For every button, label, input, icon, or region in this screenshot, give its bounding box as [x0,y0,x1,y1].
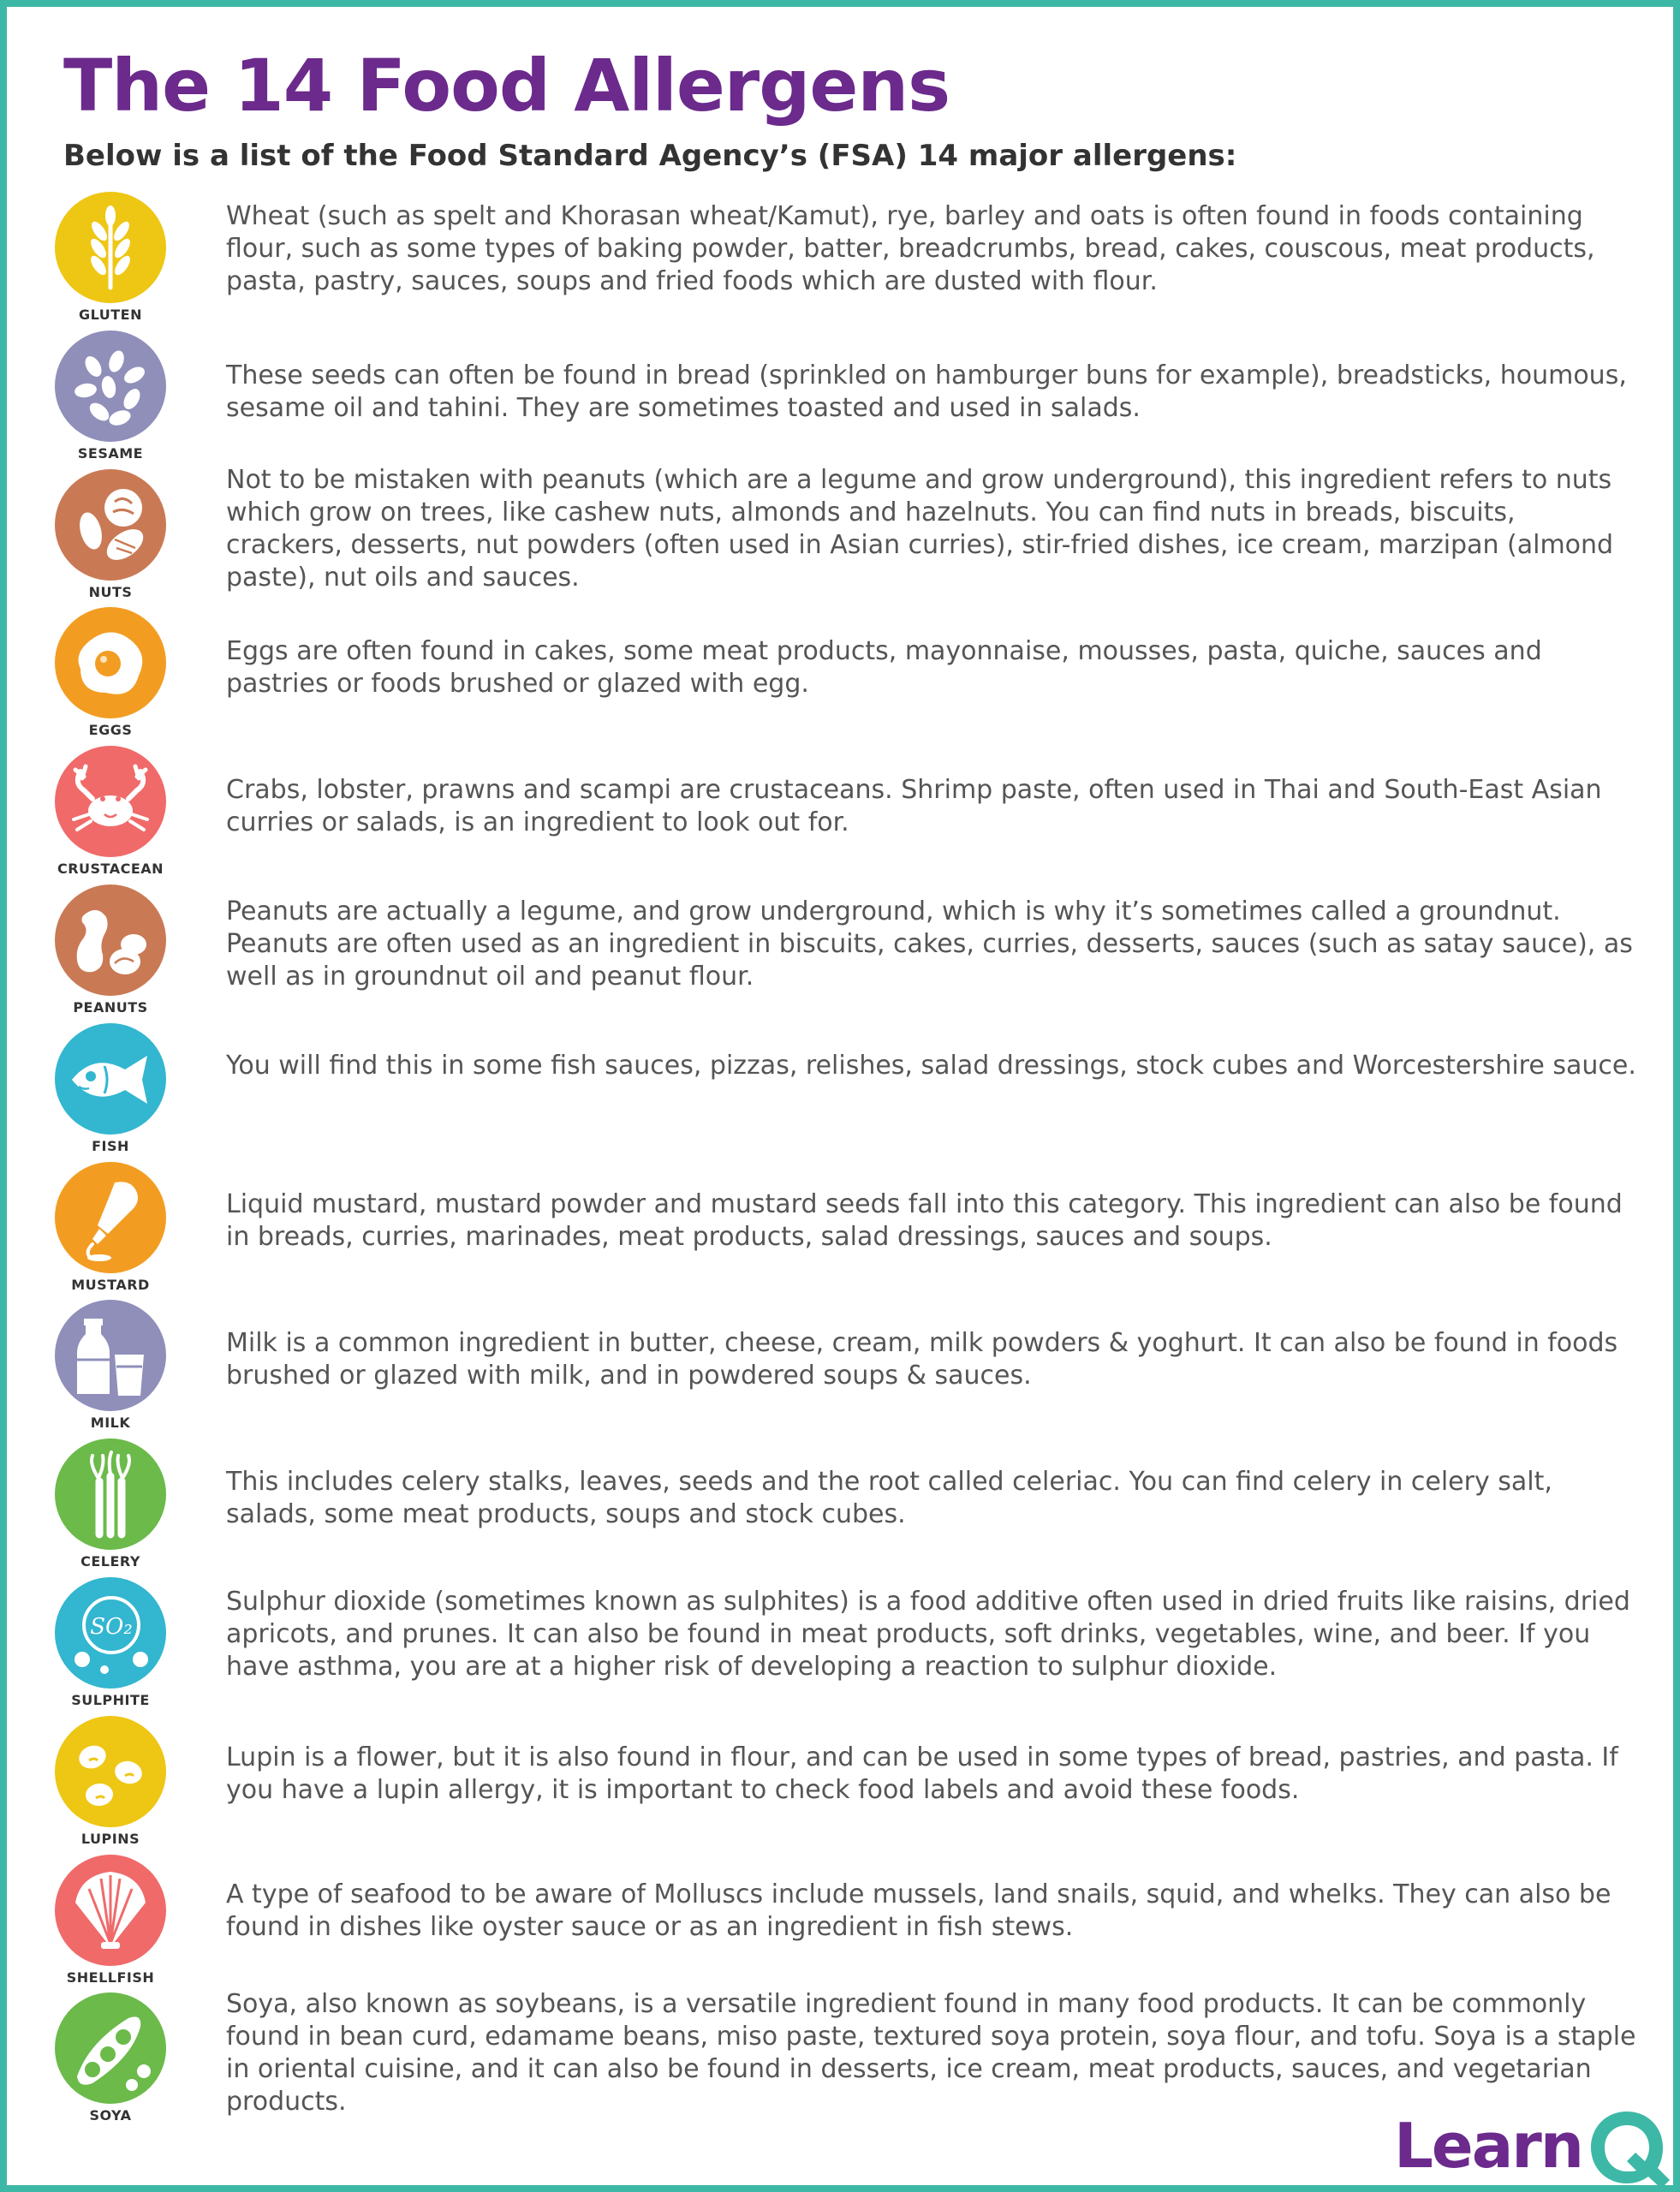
allergen-shellfish-icon-block [46,1855,175,1992]
logo-wordmark: Learn [1394,2110,1583,2182]
allergen-label: PEANUTS [73,999,148,1016]
allergen-label: LUPINS [80,1831,140,1847]
nuts-icon [55,469,166,581]
allergen-description: Soya, also known as soybeans, is a versatile ingredient found in many food products. It can be commonly found in bean curd, edamame beans, miso paste, textured soya protein, soya flour, and tofu. Soya is a staple in oriental cuisine, and it can also be found in desserts, ice cream, meat products, sauces, and vegetarian products. [226,1989,1636,2117]
allergen-description: These seeds can often be found in bread (sprinkled on hamburger buns for example), breadsticks, houmous, sesame oil and tahini. They are sometimes toasted and used in salads. [226,360,1627,423]
allergen-description: A type of seafood to be aware of Molluscs include mussels, land snails, squid, and whelks. They can also be found in dishes like oyster sauce or as an ingredient in fish stews. [226,1879,1611,1942]
logo-q-icon [1584,2105,1670,2190]
allergen-crustacean-icon-block [46,746,175,883]
shell-icon [55,1855,166,1966]
allergen-soya-icon-block [46,1992,175,2129]
milk-bottle-icon [55,1300,166,1411]
lupin-beans-icon [55,1716,166,1827]
allergen-peanuts-icon-block [46,885,175,1022]
allergen-label: MUSTARD [71,1277,150,1293]
allergen-description: Not to be mistaken with peanuts (which are a legume and grow underground), this ingredient refers to nuts which grow on trees, like cashew nuts, almonds and hazelnuts. You can find nuts in breads, biscuits, crackers, desserts, nut powders (often used in Asian curries), stir-fried dishes, ice cream, marzipan (almond paste), nut oils and sauces. [226,465,1614,593]
allergen-description: Wheat (such as spelt and Khorasan wheat/Kamut), rye, barley and oats is often found in foods containing flour, such as some types of baking powder, batter, breadcrumbs, bread, cakes, couscous, meat products, pasta, pastry, sauces, soups and fried foods which are dusted with flour. [226,201,1595,296]
allergen-label: SULPHITE [71,1692,150,1708]
allergen-label: GLUTEN [79,307,142,323]
allergen-description: Crabs, lobster, prawns and scampi are crustaceans. Shrimp paste, often used in Thai and South-East Asian curries or salads, is an ingredient to look out for. [226,775,1602,837]
fried-egg-icon [55,607,166,718]
allergen-label: SESAME [77,445,144,462]
svg-text:SO₂: SO₂ [90,1614,133,1640]
allergen-label: MILK [90,1415,131,1431]
page-title: The 14 Food Allergens [63,44,950,128]
mustard-bottle-icon [55,1162,166,1273]
peanut-icon [55,885,166,996]
allergen-description: This includes celery stalks, leaves, seeds and the root called celeriac. You can find celery in celery salt, salads, some meat products, soups and stock cubes. [226,1467,1552,1529]
allergen-description: Eggs are often found in cakes, some meat products, mayonnaise, mousses, pasta, quiche, sauces and pastries or foods brushed or glazed with egg. [226,636,1542,699]
allergen-label: CELERY [80,1553,140,1570]
wheat-icon [55,192,166,303]
celery-icon [55,1438,166,1550]
allergen-label: FISH [92,1138,129,1154]
learnq-logo [1394,2105,1668,2190]
allergen-eggs-icon-block [46,607,175,744]
allergen-label: SOYA [89,2107,132,2124]
allergen-label: CRUSTACEAN [57,861,164,877]
allergen-label: NUTS [88,584,133,600]
allergen-celery-icon-block [46,1438,175,1576]
allergen-milk-icon-block [46,1300,175,1437]
allergen-label: SHELLFISH [66,1969,155,1986]
allergen-fish-icon-block [46,1023,175,1160]
allergen-nuts-icon-block [46,469,175,606]
so2-bubble-icon [55,1577,166,1689]
crab-icon [55,746,166,857]
allergen-mustard-icon-block [46,1162,175,1299]
allergen-sesame-icon-block [46,331,175,468]
allergen-description: Peanuts are actually a legume, and grow underground, which is why it’s sometimes called a groundnut. Peanuts are often used as an ingredient in biscuits, cakes, curries, desserts, sauces (such as satay sauce), as well as in groundnut oil and peanut flour. [226,896,1633,992]
allergen-description: Liquid mustard, mustard powder and mustard seeds fall into this category. This ingredient can also be found in breads, curries, marinades, meat products, salad dressings, sauces and soups. [226,1189,1623,1252]
allergen-description: Milk is a common ingredient in butter, cheese, cream, milk powders & yoghurt. It can also be found in foods brushed or glazed with milk, and in powdered soups & sauces. [226,1328,1618,1391]
allergen-description: You will find this in some fish sauces, pizzas, relishes, salad dressings, stock cubes and Worcestershire sauce. [226,1051,1636,1081]
allergen-description: Sulphur dioxide (sometimes known as sulphites) is a food additive often used in dried fruits like raisins, dried apricots, and prunes. It can also be found in meat products, soft drinks, vegetables, wine, and beer. If you have asthma, you are at a higher risk of developing a reaction to sulphur dioxide. [226,1587,1630,1682]
soybean-pod-icon [55,1992,166,2104]
allergen-label: EGGS [88,722,133,738]
allergen-description: Lupin is a flower, but it is also found in flour, and can be used in some types of bread, pastries, and pasta. If you have a lupin allergy, it is important to check food labels and avoid these foods. [226,1742,1618,1805]
allergen-sulphite-icon-block [46,1577,175,1714]
allergen-gluten-icon-block [46,192,175,329]
fish-icon [55,1023,166,1135]
sesame-seeds-icon [55,331,166,442]
allergen-lupins-icon-block [46,1716,175,1853]
page-subtitle: Below is a list of the Food Standard Agency’s (FSA) 14 major allergens: [63,139,1237,173]
